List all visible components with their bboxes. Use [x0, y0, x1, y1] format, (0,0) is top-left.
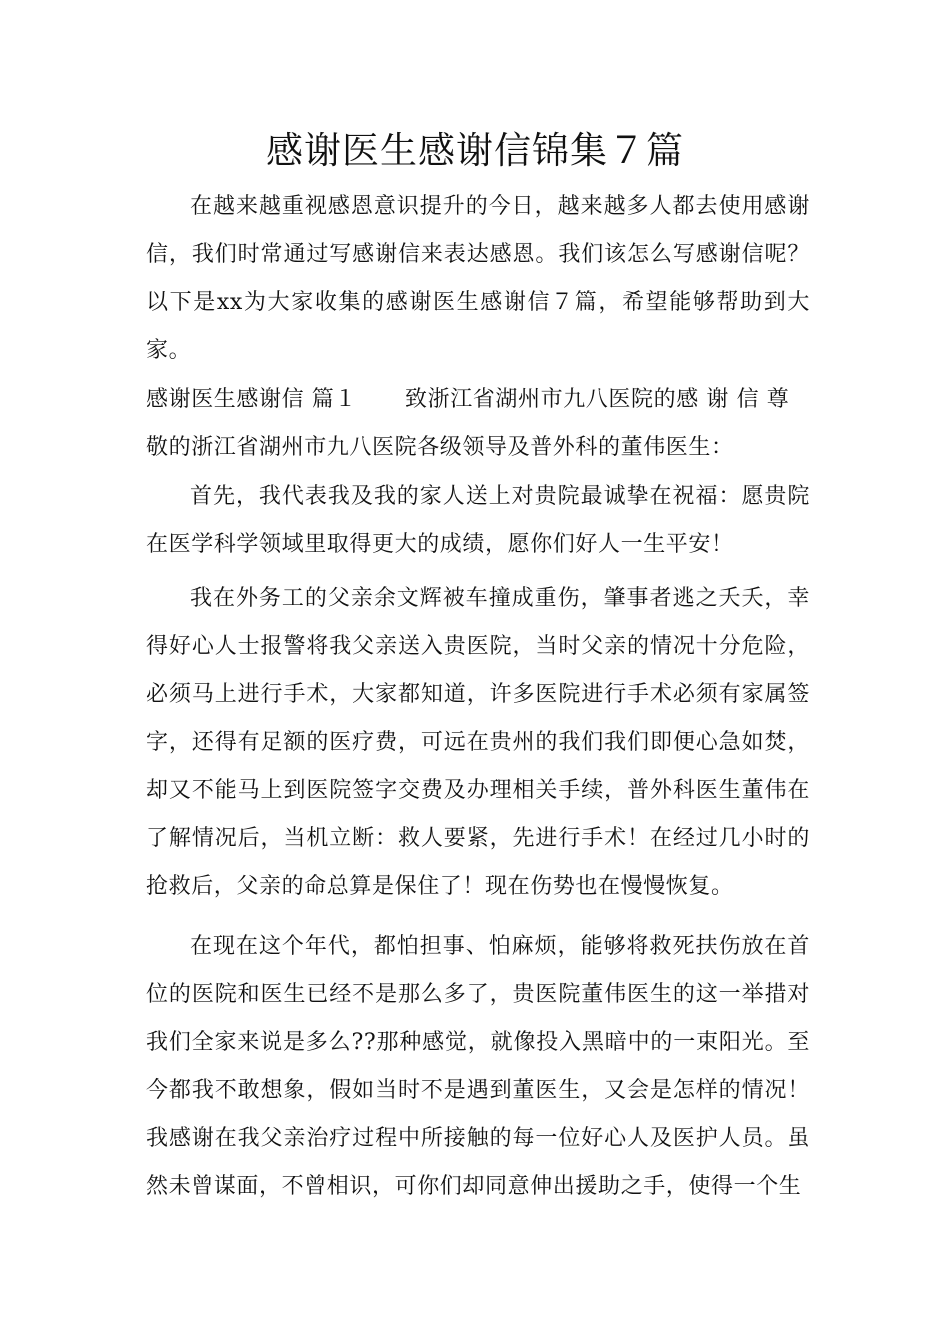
- document-title: 感谢医生感谢信锦集７篇: [266, 129, 684, 172]
- section-1-heading-line: [146, 376, 810, 472]
- body-paragraph-2: 我在外务工的父亲余文辉被车撞成重伤，肇事者逃之夭夭，幸得好心人士报警将我父亲送入贵医院，当时父亲的情况十分危险，必须马上进行手术，大家都知道，许多医院进行手术必须有家属签字，还得有足额的医疗费，可远在贵州的我们我们即便心急如焚，却又不能马上到医院签字交费及办理相关手续，普外科医生董伟在了解情况后，当机立断：救人要紧，先进行手术！在经过几小时的抢救后，父亲的命总算是保住了！现在伤势也在慢慢恢复。: [146, 586, 810, 899]
- section-1-salutation: 致浙江省湖州市九八医院的感 谢 信 尊敬的浙江省湖州市九八医院各级领导及普外科的董伟医生：: [146, 387, 790, 460]
- body-paragraph-3: 在现在这个年代，都怕担事、怕麻烦，能够将救死扶伤放在首位的医院和医生已经不是那么多了，贵医院董伟医生的这一举措对我们全家来说是多么??那种感觉，就像投入黑暗中的一束阳光。至今都我不敢想象，假如当时不是遇到董医生，又会是怎样的情况！我感谢在我父亲治疗过程中所接触的每一位好心人及医护人员。虽然未曾谋面，不曾相识，可你们却同意伸出援助之手，使得一个生: [146, 934, 810, 1199]
- intro-paragraph: 在越来越重视感恩意识提升的今日，越来越多人都去使用感谢信，我们时常通过写感谢信来表达感恩。我们该怎么写感谢信呢？以下是xx为大家收集的感谢医生感谢信７篇，希望能够帮助到大家。: [146, 194, 810, 363]
- body-paragraph-1: 首先，我代表我及我的家人送上对贵院最诚挚在祝福：愿贵院在医学科学领域里取得更大的成绩，愿你们好人一生平安！: [146, 484, 810, 557]
- section-1-label: 感谢医生感谢信 篇１: [146, 387, 357, 412]
